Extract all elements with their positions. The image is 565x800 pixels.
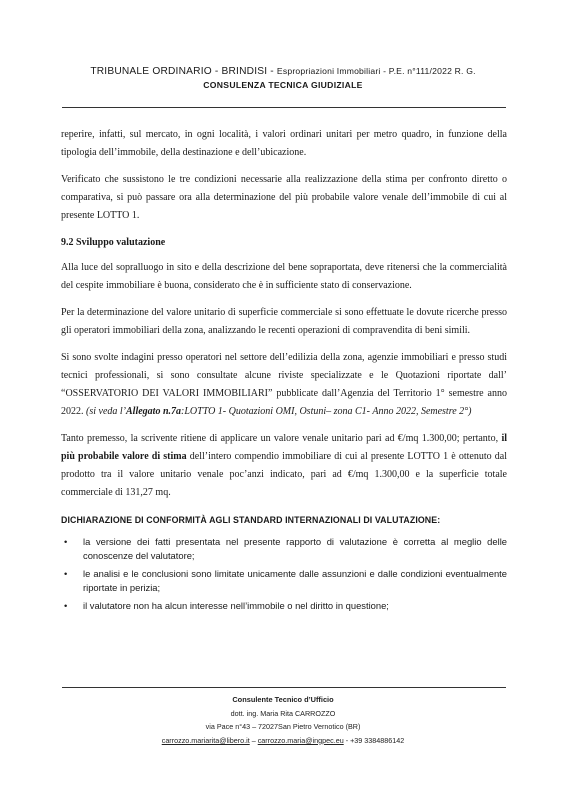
pec-email-link[interactable]: carrozzo.maria@ingpec.eu: [257, 735, 344, 745]
declaration-title: DICHIARAZIONE DI CONFORMITÀ AGLI STANDARD INTERNAZIONALI DI VALUTAZIONE:: [61, 515, 441, 525]
list-item-text: il valutatore non ha alcun interesse nell’immobile o nel diritto in questione;: [83, 600, 389, 611]
list-item-text: le analisi e le conclusioni sono limitate unicamente dalle assunzioni e dalle condizioni eventualmente riportate in perizia;: [83, 568, 507, 593]
email-link[interactable]: carrozzo.mariarita@libero.it: [161, 735, 250, 745]
phone-number: - +39 3384886142: [343, 735, 405, 745]
attachment-reference: Allegato n.7a: [126, 406, 182, 417]
footer-role: Consulente Tecnico d’Ufficio: [232, 695, 334, 704]
page-footer: [60, 693, 506, 747]
paragraph-italic: (si veda l’: [86, 406, 126, 417]
paragraph-text: Si sono svolte indagini presso operatori nel settore dell’edilizia della zona, agenzie immobiliari e presso studi tecnici professionali, si sono consultate alcune riviste specializzate e le Quotazioni riportate dall’ “OSSERVATORIO DEI VALORI IMMOBILIARI” pubblicate dall’Agenzia del Territorio 1° semestre anno 2022.: [61, 352, 507, 417]
paragraph-bold: il più probabile valore di stima: [61, 433, 507, 462]
footer-name: dott. ing. Maria Rita CARROZZO: [230, 708, 336, 718]
document-body: [61, 126, 507, 618]
paragraph: Verificato che sussistono le tre condizioni necessarie alla realizzazione della stima per confronto diretto o comparativa, si può passare ora alla determinazione del più probabile valore venale dell’immobile di cui al presente LOTTO 1.: [61, 174, 507, 221]
list-item: [61, 535, 507, 562]
list-item: [61, 567, 507, 594]
list-item-text: la versione dei fatti presentata nel presente rapporto di valutazione è corretta al meglio delle conoscenze del valutatore;: [83, 536, 507, 561]
section-title: 9.2 Sviluppo valutazione: [61, 237, 166, 248]
header-court-line: [60, 64, 506, 79]
paragraph-italic: :LOTTO 1- Quotazioni OMI, Ostuni– zona C1- Anno 2022, Semestre 2°): [181, 406, 472, 417]
footer-address: via Pace n°43 – 72027San Pietro Vernotico (BR): [205, 722, 361, 731]
paragraph: reperire, infatti, sul mercato, in ogni località, i valori ordinari unitari per metro quadro, in funzione della tipologia dell’immobile, della destinazione e dell’ubicazione.: [61, 129, 507, 158]
paragraph: [61, 349, 507, 421]
footer-contacts: [60, 734, 506, 748]
paragraph: [61, 430, 507, 502]
footer-divider: [62, 687, 506, 688]
paragraph: Per la determinazione del valore unitario di superficie commerciale si sono effettuate le dovute ricerche presso gli operatori immobiliari della zona, analizzando le recenti operazioni di compravendita di beni simili.: [61, 307, 507, 336]
separator: –: [249, 735, 258, 745]
header-subtitle: CONSULENZA TECNICA GIUDIZIALE: [203, 80, 363, 90]
procedure-reference: Espropriazioni Immobiliari - P.E. n°111/2022 R. G.: [276, 66, 476, 76]
paragraph-text: dell’intero compendio immobiliare di cui al presente LOTTO 1 è ottenuto dal prodotto tra il valore unitario venale poc’anzi indicato, pari ad €/mq 1.300,00 e la superficie totale commerciale di 131,27 mq.: [61, 451, 507, 498]
page-header: [60, 64, 506, 92]
header-divider: [62, 107, 506, 108]
declaration-list: [61, 535, 507, 613]
bullet-icon: •: [64, 568, 68, 579]
paragraph: Alla luce del sopralluogo in sito e della descrizione del bene sopraportata, deve ritenersi che la commercialità del cespite immobiliare è buona, considerato che è in sufficiente stato di conservazione.: [61, 262, 507, 291]
paragraph-text: Tanto premesso, la scrivente ritiene di applicare un valore venale unitario pari ad €/mq 1.300,00; pertanto,: [61, 433, 502, 444]
list-item: [61, 599, 507, 613]
bullet-icon: •: [64, 536, 68, 547]
bullet-icon: •: [64, 600, 68, 611]
court-name: TRIBUNALE ORDINARIO - BRINDISI -: [90, 66, 277, 77]
